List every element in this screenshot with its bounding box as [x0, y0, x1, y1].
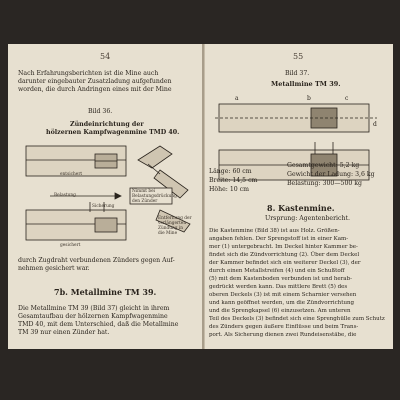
text-line: findet sich die Zündvorrichtung (2). Über dem Deckel [209, 252, 360, 258]
left-page [8, 44, 203, 349]
figure-title: Zündeinrichtung der [70, 121, 144, 128]
caption: Belastung [54, 193, 76, 198]
figure-label: Bild 36. [88, 108, 113, 115]
text-line: TM 39 nur einen Zünder hat. [18, 329, 110, 336]
text-line: Teil des Deckels (3) befindet sich eine Sprenghülle zum Schutz [209, 316, 385, 322]
text-line: Die Metallmine TM 39 (Bild 37) gleicht in ihrem [18, 305, 170, 312]
text-line: (5) mit dem Kastenboden verbunden ist und herab- [209, 276, 352, 282]
caption: verlängerten [158, 221, 187, 226]
text-line: nehmen gesichert war. [18, 265, 90, 272]
text-line: mer (1) untergebracht. Im Deckel hinter Kammer be- [209, 244, 358, 250]
text-line: gedrückt werden kann. Das mittlere Brett (5) des [209, 284, 348, 290]
figure-title: Metallmine TM 39. [271, 80, 341, 88]
text-line: Nach Erfahrungsberichten ist die Mine auch [18, 70, 159, 77]
text-line: und die Sprengkapsel (6) einzusetzen. Am unteren [209, 308, 351, 314]
caption: den Zünder [132, 199, 158, 204]
caption: entsichert [60, 172, 83, 177]
caption: Belastungsdrückung [132, 194, 177, 199]
text-line: durch einen Metallstreifen (4) und ein Schußtoff [209, 268, 345, 274]
caption: Entfernung der [158, 216, 192, 221]
text-line: und kann geöffnet werden, um die Zündvorrichtung [209, 300, 355, 306]
text-line: der Kammer befindet sich ein weiterer Deckel (3), der [209, 260, 361, 266]
weight-line: Gesamtgewicht: 5,2 kg [287, 162, 360, 169]
text-line: angaben fehlen. Der Sprengstoff ist in einer Kam- [209, 236, 349, 242]
dimension-line: Höhe: 10 cm [209, 186, 249, 193]
dimension-line: Länge: 60 cm [209, 168, 252, 175]
caption: Zündung in [158, 226, 184, 231]
caption: Nimmt bei [132, 189, 156, 194]
page-number: 54 [100, 52, 111, 61]
text-line: TMD 40, mit dem Unterschied, daß die Metallmine [18, 321, 179, 328]
letter-a: a [235, 95, 239, 102]
page-number: 55 [293, 52, 304, 61]
caption: gesichert [60, 243, 81, 248]
caption: Sicherung [92, 204, 115, 209]
right-page [204, 44, 393, 349]
letter-c: c [345, 95, 349, 102]
caption: die Mine [158, 231, 178, 236]
dimension-line: Breite: 14,5 cm [209, 177, 258, 184]
text-line: Gesamtaufbau der hölzernen Kampfwagenmine [18, 313, 168, 320]
letter-b: b [307, 95, 311, 102]
weight-line: Belastung: 300—500 kg [287, 180, 363, 187]
text-line: worden, die durch Andringen eines mit der Mine [18, 86, 172, 93]
letter-d: d [373, 121, 377, 128]
figure-title: hölzernen Kampfwagenmine TMD 40. [46, 129, 180, 136]
weight-line: Gewicht der Ladung: 3,6 kg [287, 171, 375, 178]
section-heading: 7b. Metallmine TM 39. [54, 287, 157, 297]
section-heading: 8. Kastenmine. [267, 203, 335, 213]
text-line: oberen Deckels (3) ist mit einem Scharnier versehen [209, 292, 357, 298]
text-line: Die Kastenmine (Bild 38) ist aus Holz. Größen- [209, 228, 340, 234]
text-line: durch Zugdraht verbundenen Zünders gegen Auf- [18, 257, 175, 264]
text-line: darunter eingebauter Zusatzladung aufgefunden [18, 78, 172, 85]
open-book [8, 44, 392, 349]
figure-label: Bild 37. [285, 70, 310, 77]
text-line: port. Als Sicherung dienen zwei Rundeisenstäbe, die [209, 332, 357, 338]
subheading: Ursprung: Agentenbericht. [265, 215, 350, 222]
text-line: des Zünders gegen äußere Einflüsse und beim Trans- [209, 324, 359, 330]
